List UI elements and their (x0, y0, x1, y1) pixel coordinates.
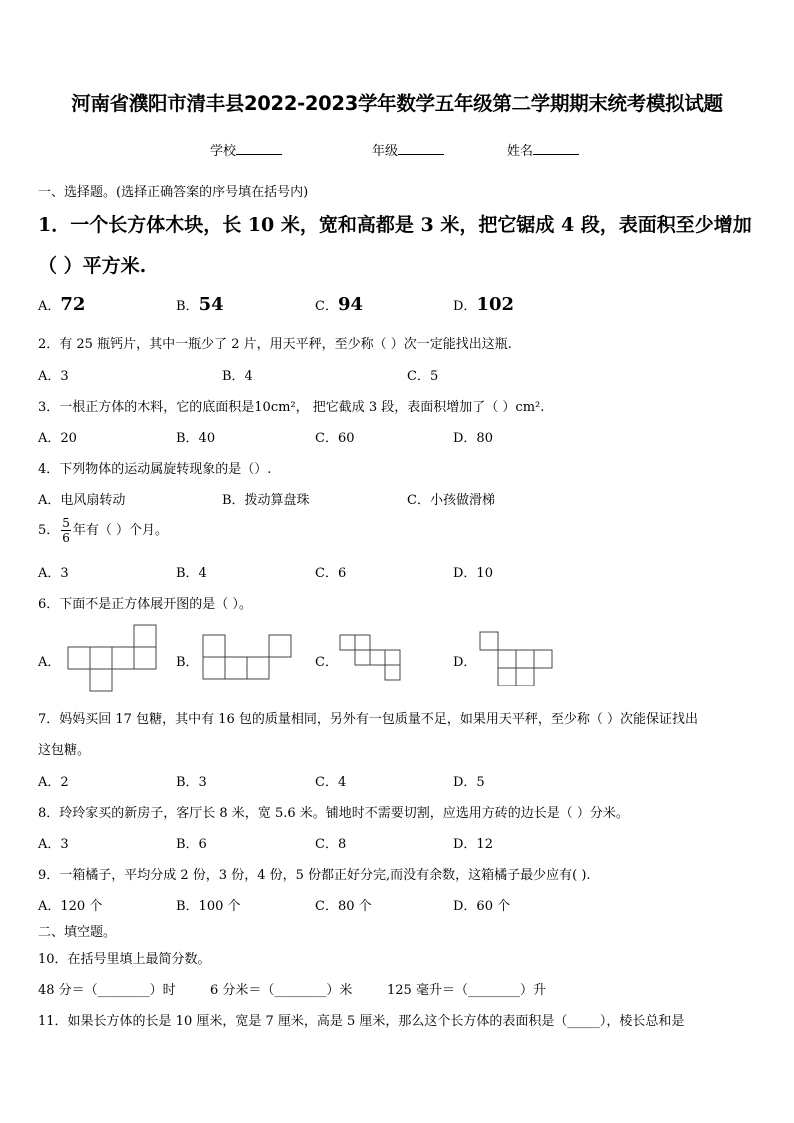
net-a-square (134, 625, 156, 647)
q3-text: 3．一根正方体的木料，它的底面积是10cm²， 把它截成 3 段，表面积增加了（ ）cm². (38, 400, 545, 415)
q8-option-c: C．8 (315, 837, 347, 852)
q3-option-c: C．60 (315, 431, 355, 446)
school-blank (236, 142, 282, 155)
q7-line2: 这包糖。 (38, 743, 91, 758)
q1-option-d-text: 102 (476, 294, 515, 315)
q8-option-d: D．12 (453, 837, 493, 852)
net-d-square (498, 650, 516, 668)
q6-option-a-label: A． (38, 655, 61, 670)
net-c-square (340, 635, 355, 650)
q10-item-1: 48 分＝（________）时 (38, 983, 176, 998)
q9-text: 9．一箱橘子，平均分成 2 份，3 份，4 份，5 份都正好分完,而没有余数，这箱橘子最少应有( ). (38, 868, 591, 883)
q1-line1: 1．一个长方体木块，长 10 米，宽和高都是 3 米，把它锯成 4 段，表面积至少增加 (38, 214, 752, 236)
net-a-square (90, 669, 112, 691)
net-b-square (247, 657, 269, 679)
q7-option-c: C．4 (315, 775, 347, 790)
q5-option-d: D．10 (453, 566, 493, 581)
grade-label: 年级 (372, 144, 399, 159)
q2-option-c: C．5 (407, 369, 439, 384)
q7-option-a: A．2 (38, 775, 69, 790)
q5-option-c: C．6 (315, 566, 347, 581)
q9-option-d: D．60 个 (453, 899, 511, 914)
q4-text: 4．下列物体的运动属旋转现象的是（）. (38, 462, 272, 477)
net-d-square (480, 632, 498, 650)
net-d-square (534, 650, 552, 668)
net-d-square (498, 668, 516, 686)
q6-text: 6．下面不是正方体展开图的是（ ）。 (38, 597, 252, 612)
q1-option-a (38, 294, 85, 315)
q3-option-a: A．20 (38, 431, 77, 446)
q5-fraction (61, 516, 71, 545)
name-label: 姓名 (507, 144, 534, 159)
net-c-square (370, 650, 385, 665)
q5-option-b: B．4 (176, 566, 207, 581)
net-b-square (203, 657, 225, 679)
net-b-square (269, 635, 291, 657)
q6-option-c-label: C． (315, 655, 338, 670)
net-c-square (385, 665, 400, 680)
q3-option-b: B．40 (176, 431, 216, 446)
q4-option-a: A．电风扇转动 (38, 493, 126, 508)
q1-line2: （ ）平方米. (38, 255, 147, 277)
q1-option-c (315, 294, 363, 315)
q1-option-a-label: A． (38, 299, 61, 314)
q8-option-a: A．3 (38, 837, 69, 852)
q1-option-b-label: B． (176, 299, 199, 314)
q6-option-b-label: B． (176, 655, 199, 670)
q6-option-d-label: D． (453, 655, 477, 670)
q8-option-b: B．6 (176, 837, 207, 852)
q1-option-a-text: 72 (60, 294, 86, 315)
q11-text: 11．如果长方体的长是 10 厘米，宽是 7 厘米，高是 5 厘米，那么这个长方体的表面积是（_____），棱长总和是 (38, 1014, 685, 1029)
q9-option-a: A．120 个 (38, 899, 103, 914)
net-b-square (203, 635, 225, 657)
net-a-square (68, 647, 90, 669)
page-title: 河南省濮阳市清丰县2022-2023学年数学五年级第二学期期末统考模拟试题 (71, 92, 723, 115)
q9-option-b: B．100 个 (176, 899, 241, 914)
q1-option-c-text: 94 (337, 294, 364, 315)
q3-option-d: D．80 (453, 431, 493, 446)
q1-option-d (453, 294, 514, 315)
school-label: 学校 (210, 144, 237, 159)
name-blank (533, 142, 579, 155)
q5-fraction-numerator: 5 (62, 516, 70, 530)
section-1-heading: 一、选择题。(选择正确答案的序号填在括号内) (38, 185, 309, 200)
q2-option-b: B．4 (222, 369, 253, 384)
net-c-square (385, 650, 400, 665)
net-d-square (516, 668, 534, 686)
section-2-heading: 二、填空题。 (38, 925, 117, 940)
q2-text: 2．有 25 瓶钙片，其中一瓶少了 2 片，用天平秤，至少称（ ）次一定能找出这瓶. (38, 337, 512, 352)
q10-item-2: 6 分米＝（________）米 (210, 983, 353, 998)
grade-field (372, 140, 444, 159)
q9-option-c: C．80 个 (315, 899, 372, 914)
net-c-square (355, 635, 370, 650)
q1-option-d-label: D． (453, 299, 477, 314)
net-c-square (355, 650, 370, 665)
q7-option-d: D．5 (453, 775, 485, 790)
name-field (507, 140, 579, 159)
q6-net-b-diagram (201, 633, 295, 683)
net-a-square (90, 647, 112, 669)
q6-net-d-diagram (478, 630, 554, 686)
q4-option-b: B．拨动算盘珠 (222, 493, 310, 508)
net-d-square (516, 650, 534, 668)
q6-net-a-diagram (66, 624, 160, 692)
q1-option-b (176, 294, 224, 315)
school-field (210, 140, 282, 159)
q4-option-c: C．小孩做滑梯 (407, 493, 495, 508)
grade-blank (398, 142, 444, 155)
net-b-square (225, 657, 247, 679)
q1-option-b-text: 54 (198, 294, 224, 315)
q5-suffix: 年有（ ）个月。 (72, 523, 169, 538)
q5-option-a: A．3 (38, 566, 69, 581)
q8-text: 8．玲玲家买的新房子，客厅长 8 米，宽 5.6 米。铺地时不需要切割，应选用方砖的边长是（ ）分米。 (38, 806, 629, 821)
q6-net-c-diagram (338, 633, 404, 683)
q5-fraction-denominator: 6 (62, 531, 70, 545)
net-a-square (134, 647, 156, 669)
net-a-square (112, 647, 134, 669)
q7-line1: 7．妈妈买回 17 包糖，其中有 16 包的质量相同，另外有一包质量不足，如果用天平秤，至少称（ ）次能保证找出 (38, 712, 699, 727)
q7-option-b: B．3 (176, 775, 207, 790)
q1-option-c-label: C． (315, 299, 338, 314)
q2-option-a: A．3 (38, 369, 69, 384)
q5-prefix: 5． (38, 523, 60, 538)
q5-text (38, 516, 168, 545)
q10-item-3: 125 毫升＝（________）升 (387, 983, 546, 998)
q10-text: 10．在括号里填上最简分数。 (38, 952, 211, 967)
